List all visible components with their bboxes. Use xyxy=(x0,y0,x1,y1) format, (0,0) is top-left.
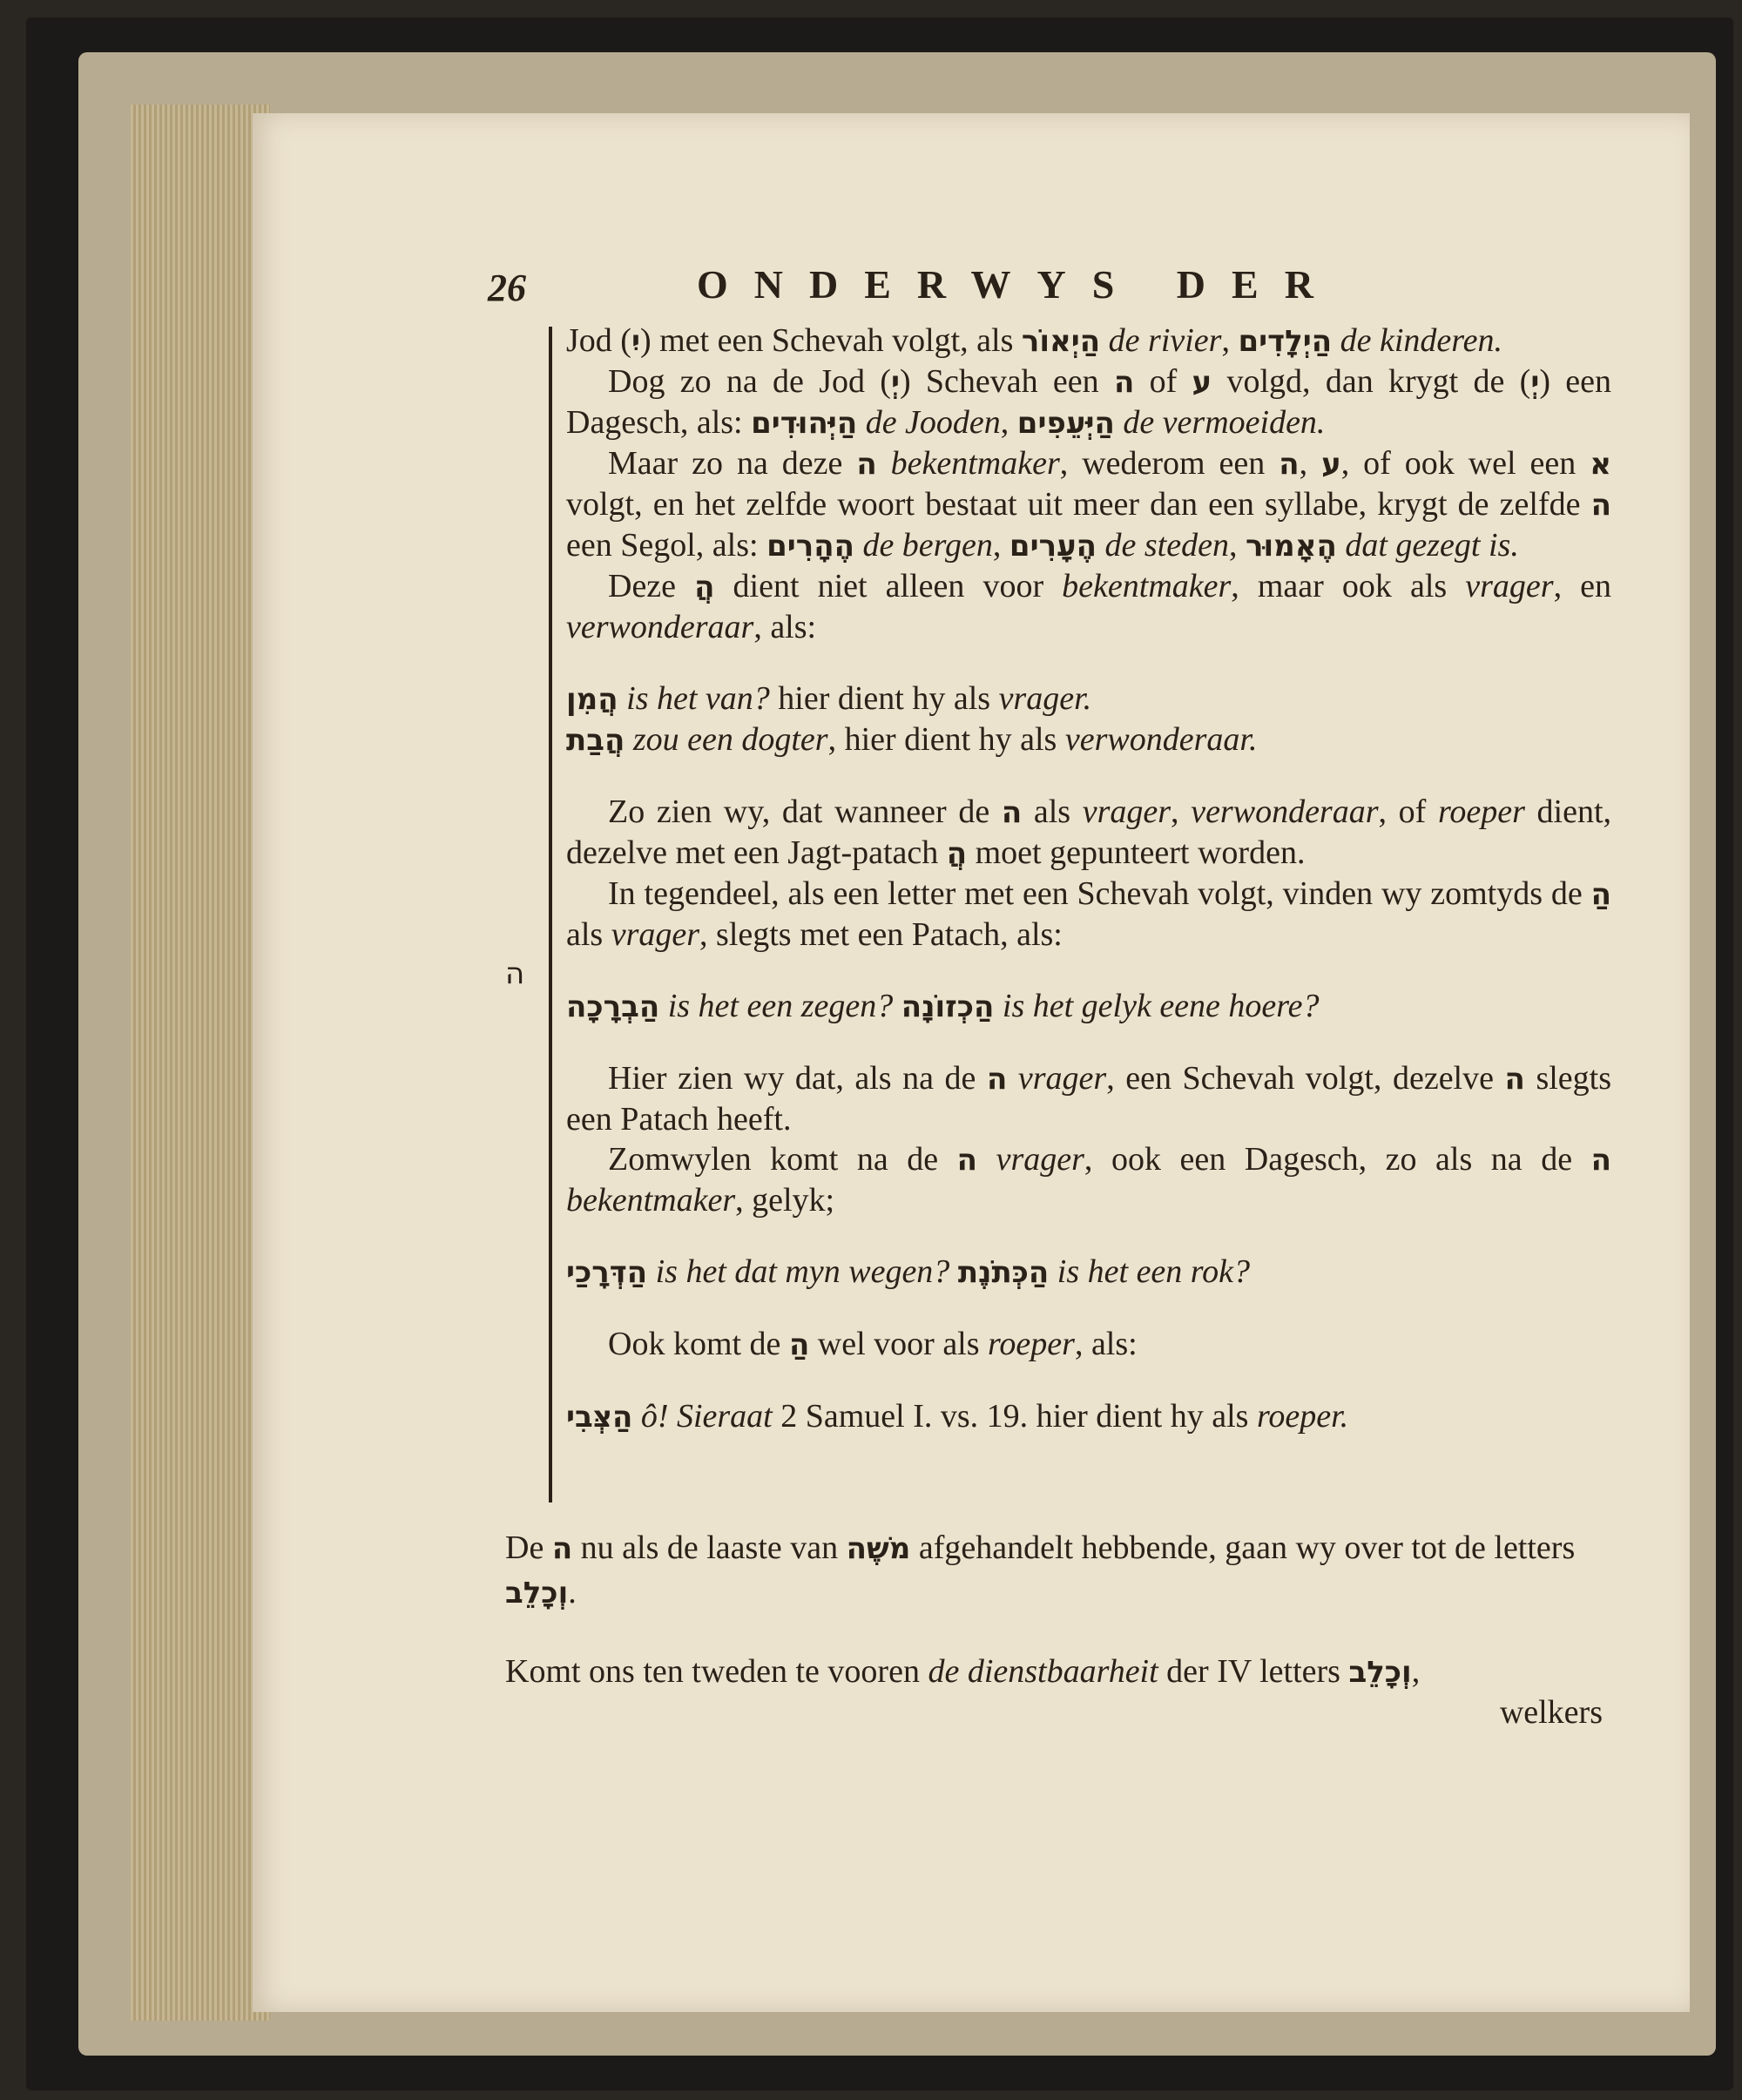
italic-text: de bergen xyxy=(854,527,993,564)
text: , gelyk; xyxy=(735,1182,835,1219)
hebrew-word: יְ xyxy=(890,365,900,400)
text: In tegendeel, als een letter met een Schevah volgt, vinden wy zomtyds de xyxy=(608,875,1591,912)
margin-note-he: ה xyxy=(505,956,525,991)
hebrew-word: הַכְזוֹנָה xyxy=(901,989,995,1024)
text: Zomwylen komt na de xyxy=(608,1141,957,1178)
page-number: 26 xyxy=(488,267,526,309)
hebrew-word: הַיְּהוּדִים xyxy=(751,406,858,441)
hebrew-word: וְכָלֵב xyxy=(505,1576,569,1610)
hebrew-word: ה xyxy=(1590,1143,1611,1178)
text: als xyxy=(566,916,611,953)
italic-text: vrager xyxy=(977,1141,1084,1178)
hebrew-word: ע xyxy=(1192,365,1212,400)
hebrew-word: א xyxy=(1590,447,1611,482)
text: Zo zien wy, dat wanneer de xyxy=(608,793,1002,830)
paragraph-4 xyxy=(566,566,1611,647)
text: der IV letters xyxy=(1158,1653,1349,1690)
hebrew-word: הַ xyxy=(788,1327,810,1362)
text: ) een Dagesch, als: xyxy=(566,363,1612,441)
italic-text: bekentmaker xyxy=(566,1182,736,1219)
text: Deze xyxy=(608,568,695,604)
paragraph-1 xyxy=(566,321,1611,361)
hebrew-word: הֶהָרִים xyxy=(766,529,854,564)
text: , als: xyxy=(753,609,817,645)
page-edges xyxy=(131,105,270,2021)
hebrew-word: ה xyxy=(1001,795,1023,830)
margin-bracket xyxy=(549,327,559,1502)
text: of xyxy=(1134,363,1192,400)
hebrew-word: הַ xyxy=(1590,877,1611,912)
text: , of xyxy=(1378,793,1438,830)
text: , xyxy=(1228,527,1246,564)
text: . xyxy=(568,1574,577,1610)
hebrew-word: וְכָלֵב xyxy=(1348,1655,1412,1690)
hebrew-word: ה xyxy=(1113,365,1135,400)
text: , maar ook als xyxy=(1231,568,1466,604)
paragraph-8 xyxy=(566,1139,1611,1220)
hebrew-word: הַיְאוֹר xyxy=(1021,324,1101,359)
text: , xyxy=(1299,445,1322,482)
italic-text: de Jooden xyxy=(857,404,1001,441)
hebrew-word: הֲ xyxy=(946,836,968,871)
italic-text: roeper xyxy=(1437,793,1525,830)
paragraph-9 xyxy=(566,1324,1611,1365)
text: nu als de laaste van xyxy=(572,1529,847,1566)
text: , hier dient hy als xyxy=(827,721,1065,758)
text: ) met een Schevah volgt, als xyxy=(639,322,1022,359)
text: Jod ( xyxy=(566,322,631,359)
hebrew-word: הַכְּתֹנֶת xyxy=(957,1255,1050,1290)
paragraph-2 xyxy=(566,361,1611,443)
italic-text: de dienstbaarheit xyxy=(928,1653,1158,1690)
example-1 xyxy=(566,679,1611,719)
text: , en xyxy=(1553,568,1611,604)
text: als xyxy=(1022,793,1083,830)
text: , een Schevah volgt, dezelve xyxy=(1106,1060,1505,1097)
hebrew-word: הַיְלָדִים xyxy=(1238,324,1333,359)
italic-text: verwonderaar. xyxy=(1064,721,1258,758)
italic-text: vrager xyxy=(1465,568,1554,604)
hebrew-word: ה xyxy=(1590,488,1611,523)
hebrew-word: הַצְּבִי xyxy=(566,1400,633,1435)
text: slegts een Patach heeft. xyxy=(566,1060,1611,1138)
text: , xyxy=(1221,322,1239,359)
text: een Segol, als: xyxy=(566,527,767,564)
closing-text xyxy=(505,1526,1611,1694)
italic-text: ô! Sieraat xyxy=(632,1398,773,1435)
italic-text: de rivier xyxy=(1100,322,1222,359)
text: Komt ons ten tweden te vooren xyxy=(505,1653,928,1690)
italic-text: bekentmaker xyxy=(876,445,1060,482)
italic-text: is het van? xyxy=(618,680,770,717)
text: Hier zien wy dat, als na de xyxy=(608,1060,987,1097)
text: , xyxy=(1411,1653,1421,1690)
hebrew-word: משֶׁה xyxy=(846,1531,911,1566)
text: moet gepunteert worden. xyxy=(967,834,1306,871)
italic-text: bekentmaker xyxy=(1062,568,1232,604)
example-3 xyxy=(566,986,1611,1027)
example-4 xyxy=(566,1252,1611,1293)
text: Ook komt de xyxy=(608,1326,789,1362)
running-head-title: ONDERWYS DER xyxy=(697,262,1340,307)
hebrew-word: יְ xyxy=(1530,365,1540,400)
hebrew-word: הַיְּעֵפִים xyxy=(1016,406,1115,441)
italic-text: zou een dogter xyxy=(625,721,828,758)
hebrew-word: יִ xyxy=(631,324,640,359)
text: , of ook wel een xyxy=(1340,445,1590,482)
italic-text: vrager. xyxy=(998,680,1092,717)
text: 2 Samuel I. vs. 19. hier dient hy als xyxy=(772,1398,1257,1435)
italic-text: de kinderen. xyxy=(1332,322,1502,359)
hebrew-word: הַדְּרָכַי xyxy=(566,1255,648,1290)
text: Maar zo na deze xyxy=(608,445,857,482)
text: De xyxy=(505,1529,552,1566)
text: , xyxy=(1171,793,1192,830)
paragraph-5 xyxy=(566,792,1611,874)
italic-text: roeper xyxy=(988,1326,1075,1362)
italic-text: de vermoeiden. xyxy=(1114,404,1326,441)
text: hier dient hy als xyxy=(769,680,999,717)
hebrew-word: הֲ xyxy=(694,570,715,604)
text: volgd, dan krygt de ( xyxy=(1212,363,1531,400)
hebrew-word: ה xyxy=(1279,447,1300,482)
text: volgt, en het zelfde woort bestaat uit meer dan een syllabe, krygt de zelfde xyxy=(566,486,1591,523)
hebrew-word: ע xyxy=(1321,447,1341,482)
text: dient niet alleen voor xyxy=(714,568,1063,604)
hebrew-word: הֶאָמוּר xyxy=(1245,529,1337,564)
example-2 xyxy=(566,719,1611,760)
italic-text: vrager xyxy=(611,916,700,953)
text: , xyxy=(992,527,1009,564)
text: wel voor als xyxy=(809,1326,989,1362)
hebrew-word: הֶעָרִים xyxy=(1009,529,1097,564)
italic-text: roeper. xyxy=(1256,1398,1349,1435)
paragraph-7 xyxy=(566,1058,1611,1139)
catchword: welkers xyxy=(1499,1694,1603,1731)
italic-text: vrager xyxy=(1082,793,1171,830)
paragraph-after xyxy=(505,1526,1611,1615)
text: , als: xyxy=(1074,1326,1138,1362)
italic-text: vrager xyxy=(1007,1060,1107,1097)
example-5 xyxy=(566,1396,1611,1437)
main-text xyxy=(566,321,1611,1437)
italic-text: is het dat myn wegen? xyxy=(647,1253,950,1290)
paragraph-3 xyxy=(566,443,1611,566)
hebrew-word: ה xyxy=(956,1143,978,1178)
paragraph-6 xyxy=(566,874,1611,955)
text: ) Schevah een xyxy=(899,363,1114,400)
text: dient, dezelve met een Jagt-patach xyxy=(566,793,1612,871)
italic-text: is het gelyk eene hoere? xyxy=(994,988,1320,1024)
hebrew-word: ה xyxy=(1504,1062,1525,1097)
hebrew-word: הֲמִן xyxy=(566,682,618,717)
text: Dog zo na de Jod ( xyxy=(608,363,891,400)
italic-text: verwonderaar xyxy=(566,609,754,645)
paragraph-komt xyxy=(505,1650,1611,1694)
text: , wederom een xyxy=(1059,445,1279,482)
hebrew-word: ה xyxy=(856,447,877,482)
italic-text: de steden xyxy=(1097,527,1229,564)
hebrew-word: ה xyxy=(986,1062,1008,1097)
italic-text: is het een rok? xyxy=(1049,1253,1251,1290)
italic-text: verwonderaar xyxy=(1191,793,1379,830)
text: , ook een Dagesch, zo als na de xyxy=(1084,1141,1591,1178)
italic-text: dat gezegt is. xyxy=(1336,527,1519,564)
text: afgehandelt hebbende, gaan wy over tot de letters xyxy=(910,1529,1576,1566)
text: , slegts met een Patach, als: xyxy=(699,916,1063,953)
text: , xyxy=(1000,404,1017,441)
hebrew-word: ה xyxy=(551,1531,573,1566)
italic-text: is het een zegen? xyxy=(659,988,894,1024)
hebrew-word: הֲבַת xyxy=(566,723,625,758)
hebrew-word: הַבְרָכָה xyxy=(566,989,660,1024)
